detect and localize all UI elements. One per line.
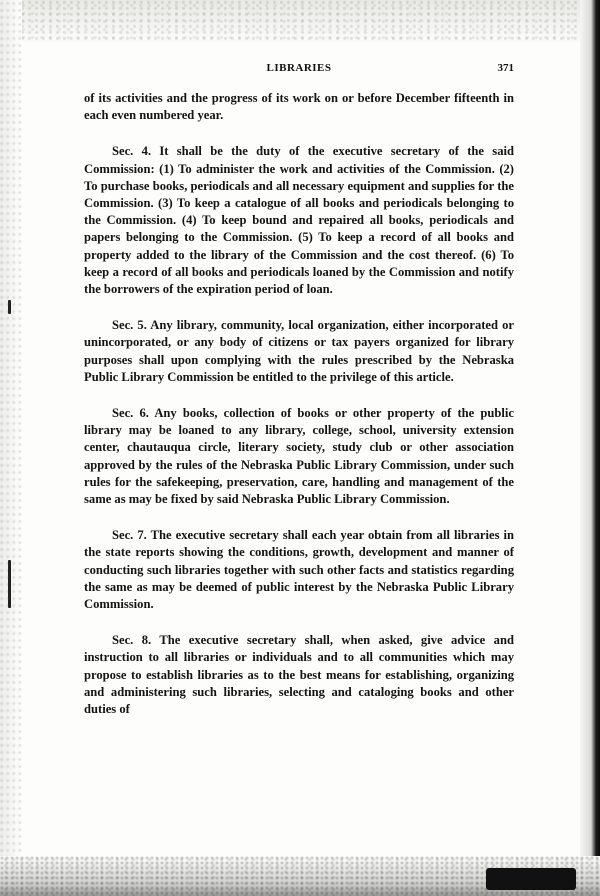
paragraph-gap [84, 613, 514, 632]
section-6: Sec. 6. Any books, collection of books or other property of the public library may be loaned to any library, college, school, university extension center, chautauqua circle, literary society, study club or other association approved by the rules of the Nebraska Public Library Commission, under such rules for the safekeeping, preservation, care, handling and management of the same as may be fixed by said Nebraska Public Library Commission. [84, 406, 514, 507]
paragraph-gap [84, 124, 514, 143]
paragraph-gap [84, 298, 514, 317]
paragraph-gap [84, 386, 514, 405]
section-5: Sec. 5. Any library, community, local organization, either incorporated or unincorporated, or any body of citizens or tax payers organized for library purposes shall upon complying with the rules prescribed by the Nebraska Public Library Commission be entitled to the privilege of this article. [84, 318, 514, 384]
scan-border-right [580, 0, 600, 896]
paragraph-gap [84, 508, 514, 527]
running-head: LIBRARIES [266, 62, 332, 74]
binding-shadow [486, 868, 576, 890]
paragraph-continuation: of its activities and the progress of its work on or before December fifteenth in each even numbered year. [84, 91, 514, 123]
edge-speck [8, 560, 11, 608]
section-4: Sec. 4. It shall be the duty of the executive secretary of the said Commission: (1) To administer the work and activities of the Commission. (2) To purchase books, periodicals and all necessary equipment and supplies for the Commission. (3) To keep a catalogue of all books and periodicals belonging to the Commission. (4) To keep bound and repaired all books, periodicals and papers belonging to the Commission. (5) To keep a record of all books and property added to the library of the Commission and the cost thereof. (6) To keep a record of all books and periodicals loaned by the Commission and notify the borrowers of the expiration period of loan. [84, 144, 514, 297]
statute-text [84, 90, 514, 718]
edge-speck [8, 300, 11, 314]
section-8: Sec. 8. The executive secretary shall, when asked, give advice and instruction to all libraries or individuals and to all communities which may propose to establish libraries as to the best means for establishing, organizing and administering such libraries, selecting and cataloging books and other duties of [84, 633, 514, 717]
section-7: Sec. 7. The executive secretary shall each year obtain from all libraries in the state reports showing the conditions, growth, development and manner of conducting such libraries together with such other facts and statistics regarding the same as may be deemed of public interest by the Nebraska Public Library Commission. [84, 528, 514, 612]
page-number: 371 [497, 62, 514, 74]
page-header [84, 62, 514, 80]
scan-border-left [0, 0, 22, 896]
scan-border-top [0, 0, 600, 42]
